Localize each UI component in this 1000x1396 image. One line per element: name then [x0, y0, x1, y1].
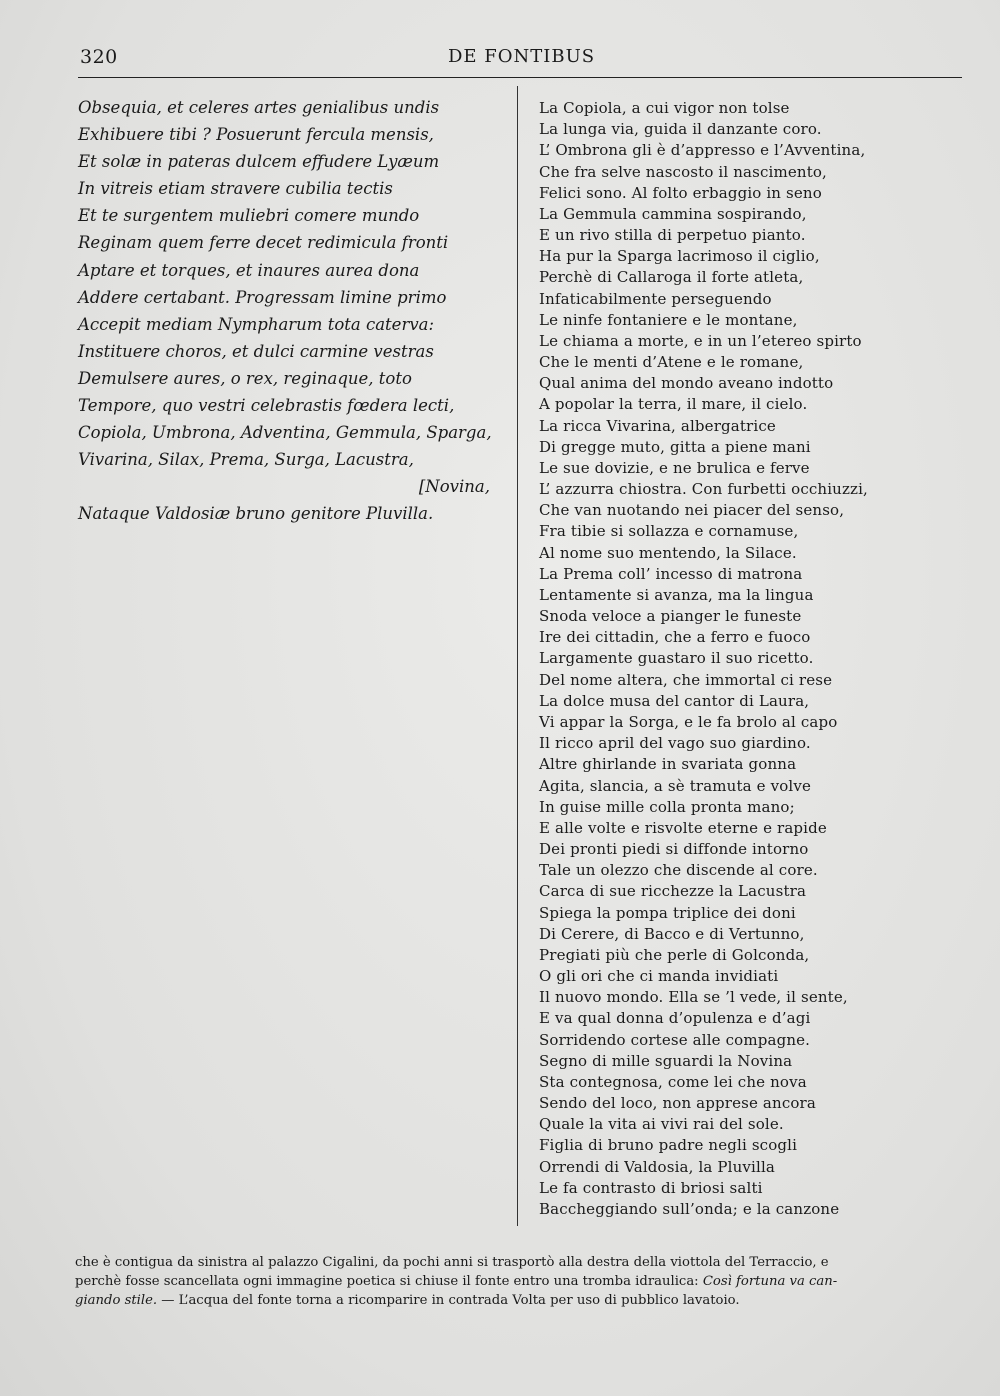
- footnote-line: [75, 1291, 955, 1310]
- italian-verse-line: Tale un olezzo che discende al core.: [539, 861, 818, 880]
- latin-verse-line: Et te surgentem muliebri comere mundo: [78, 206, 420, 226]
- latin-verse-line: Obsequia, et celeres artes genialibus undis: [78, 98, 440, 117]
- italian-verse-line: Ha pur la Sparga lacrimoso il ciglio,: [539, 247, 820, 266]
- latin-verse-line: Nataque Valdosiæ bruno genitore Pluvilla.: [78, 504, 434, 524]
- italian-verse-line: Che le menti d’Atene e le romane,: [539, 353, 804, 372]
- italian-verse-line: Figlia di bruno padre negli scogli: [539, 1136, 798, 1155]
- footnote-quote: Così fortuna va can-: [702, 1274, 838, 1289]
- italian-verse-line: Che van nuotando nei piacer del senso,: [539, 501, 845, 520]
- italian-verse-line: E va qual donna d’opulenza e d’agi: [539, 1009, 811, 1028]
- italian-verse-line: Spiega la pompa triplice dei doni: [539, 903, 796, 922]
- page-header: [80, 40, 960, 76]
- italian-verse-line: A popolar la terra, il mare, il cielo.: [539, 395, 808, 414]
- italian-verse-line: La ricca Vivarina, albergatrice: [539, 416, 776, 435]
- italian-verse-line: Quale la vita ai vivi rai del sole.: [539, 1115, 784, 1134]
- italian-verse-line: In guise mille colla pronta mano;: [539, 797, 795, 816]
- italian-verse-line: Fra tibie si sollazza e cornamuse,: [539, 522, 799, 541]
- italian-verse-line: Largamente guastaro il suo ricetto.: [539, 649, 814, 668]
- italian-verse-line: Pregiati più che perle di Golconda,: [539, 945, 810, 964]
- latin-verse-line: Demulsere aures, o rex, reginaque, toto: [78, 368, 412, 388]
- latin-verse-line: Tempore, quo vestri celebrastis fœdera lecti,: [78, 396, 455, 416]
- italian-verse-line: La Prema coll’ incesso di matrona: [539, 564, 803, 583]
- running-title: DE FONTIBUS: [448, 46, 596, 67]
- italian-verse-line: O gli ori che ci manda invidiati: [539, 967, 779, 986]
- latin-verse-line: Instituere choros, et dulci carmine vestras: [78, 341, 434, 361]
- italian-verse-line: Segno di mille sguardi la Novina: [539, 1051, 793, 1070]
- latin-verse-line: Addere certabant. Progressam limine primo: [78, 287, 447, 307]
- italian-verse-line: Dei pronti piedi si diffonde intorno: [539, 840, 809, 859]
- italian-verse-line: Felici sono. Al folto erbaggio in seno: [539, 183, 822, 202]
- footnote-text: perchè fosse scancellata ogni immagine poetica si chiuse il fonte entro una tromba idraulica:: [75, 1274, 703, 1289]
- italian-verse-line: Orrendi di Valdosia, la Pluvilla: [539, 1157, 775, 1176]
- latin-verse-line: Et solæ in pateras dulcem effudere Lyæum: [78, 152, 440, 172]
- italian-verse-line: Le chiama a morte, e in un l’etereo spirto: [539, 331, 862, 350]
- latin-verse-line: In vitreis etiam stravere cubilia tectis: [78, 179, 393, 199]
- italian-verse-line: La Gemmula cammina sospirando,: [539, 204, 807, 223]
- latin-verse-line: Exhibuere tibi ? Posuerunt fercula mensis,: [78, 125, 434, 145]
- italian-verse-line: Carca di sue ricchezze la Lacustra: [539, 882, 807, 901]
- footnote-quote: giando stile.: [75, 1293, 158, 1308]
- italian-verse-line: L’ azzurra chiostra. Con furbetti occhiuzzi,: [539, 480, 868, 499]
- italian-verse-line: Di Cerere, di Bacco e di Vertunno,: [539, 924, 805, 943]
- italian-verse-line: L’ Ombrona gli è d’appresso e l’Avventina,: [539, 141, 866, 160]
- italian-verse-line: Del nome altera, che immortal ci rese: [539, 670, 833, 689]
- latin-verse-line: Accepit mediam Nympharum tota caterva:: [78, 314, 435, 334]
- italian-verse-line: Di gregge muto, gitta a piene mani: [539, 437, 811, 456]
- italian-verse-line: Che fra selve nascosto il nascimento,: [539, 162, 827, 181]
- latin-verse-line: Vivarina, Silax, Prema, Surga, Lacustra,: [78, 450, 414, 470]
- italian-verse-line: Ire dei cittadin, che a ferro e fuoco: [539, 628, 811, 647]
- italian-verse-line: Il nuovo mondo. Ella se ’l vede, il sente,: [539, 988, 848, 1007]
- latin-verse-continuation: [Novina,: [418, 477, 490, 497]
- footnote-text: — L’acqua del fonte torna a ricomparire in contrada Volta per uso di pubblico lavatoio.: [157, 1293, 740, 1308]
- italian-verse-line: Infaticabilmente perseguendo: [539, 289, 772, 308]
- latin-verse-line: Copiola, Umbrona, Adventina, Gemmula, Sparga,: [78, 423, 492, 443]
- italian-verse-line: Perchè di Callaroga il forte atleta,: [539, 268, 804, 287]
- footnote: [75, 1253, 955, 1310]
- italian-verse-line: Vi appar la Sorga, e le fa brolo al capo: [539, 712, 838, 731]
- italian-verse-line: Baccheggiando sull’onda; e la canzone: [539, 1199, 840, 1218]
- latin-verse-line: Reginam quem ferre decet redimicula fronti: [78, 233, 449, 253]
- latin-verse-column: [78, 94, 498, 528]
- italian-verse-line: Le ninfe fontaniere e le montane,: [539, 310, 798, 329]
- latin-verse-line: Aptare et torques, et inaures aurea dona: [78, 260, 420, 280]
- italian-verse-line: La Copiola, a cui vigor non tolse: [539, 99, 790, 117]
- page-number: 320: [80, 46, 118, 68]
- italian-verse-line: Le fa contrasto di briosi salti: [539, 1178, 763, 1197]
- italian-verse-line: La dolce musa del cantor di Laura,: [539, 691, 810, 710]
- italian-verse-line: Sendo del loco, non apprese ancora: [539, 1094, 816, 1113]
- italian-verse-line: E un rivo stilla di perpetuo pianto.: [539, 226, 806, 245]
- italian-verse-line: Sorridendo cortese alle compagne.: [539, 1030, 811, 1049]
- italian-verse-line: Snoda veloce a pianger le funeste: [539, 607, 802, 626]
- italian-verse-line: La lunga via, guida il danzante coro.: [539, 120, 822, 139]
- column-divider: [517, 86, 518, 1226]
- italian-verse-line: E alle volte e risvolte eterne e rapide: [539, 818, 827, 837]
- italian-verse-line: Le sue dovizie, e ne brulica e ferve: [539, 458, 810, 477]
- italian-verse-line: Il ricco april del vago suo giardino.: [539, 734, 811, 753]
- footnote-line: [75, 1272, 955, 1291]
- italian-verse-line: Lentamente si avanza, ma la lingua: [539, 585, 814, 604]
- italian-verse-line: Agita, slancia, a sè tramuta e volve: [539, 776, 812, 795]
- header-rule: [78, 77, 962, 78]
- italian-verse-line: Altre ghirlande in svariata gonna: [539, 755, 797, 774]
- italian-verse-line: Qual anima del mondo aveano indotto: [539, 374, 834, 393]
- footnote-line: che è contigua da sinistra al palazzo Cigalini, da pochi anni si trasportò alla destra della viottola del Terraccio, e: [75, 1255, 829, 1270]
- italian-verse-line: Sta contegnosa, come lei che nova: [539, 1072, 807, 1091]
- italian-verse-line: Al nome suo mentendo, la Silace.: [539, 543, 797, 562]
- italian-verse-column: [539, 98, 939, 1220]
